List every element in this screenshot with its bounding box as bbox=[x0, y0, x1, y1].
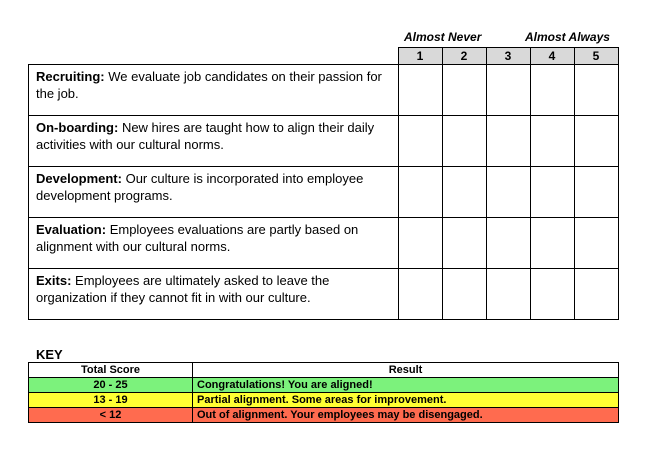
rating-cell-1[interactable] bbox=[398, 167, 442, 218]
rating-number-1: 1 bbox=[398, 48, 442, 65]
question-body: Employees evaluations are partly based on alignment with our cultural norms. bbox=[36, 222, 359, 254]
question-text bbox=[29, 218, 399, 269]
key-score: 20 - 25 bbox=[29, 378, 193, 393]
key-row-partial bbox=[29, 393, 619, 408]
rating-cell-3[interactable] bbox=[486, 65, 530, 116]
key-col-score: Total Score bbox=[29, 363, 193, 378]
rating-cell-2[interactable] bbox=[442, 116, 486, 167]
rating-cell-3[interactable] bbox=[486, 218, 530, 269]
question-body: Our culture is incorporated into employee development programs. bbox=[36, 171, 364, 203]
key-row-out bbox=[29, 408, 619, 423]
question-text bbox=[29, 65, 399, 116]
rating-cell-2[interactable] bbox=[442, 167, 486, 218]
rating-cell-1[interactable] bbox=[398, 218, 442, 269]
rating-cell-5[interactable] bbox=[574, 218, 618, 269]
rating-cell-1[interactable] bbox=[398, 65, 442, 116]
rating-header-row bbox=[29, 48, 619, 65]
rating-cell-1[interactable] bbox=[398, 269, 442, 320]
rating-cell-2[interactable] bbox=[442, 65, 486, 116]
rating-cell-4[interactable] bbox=[530, 218, 574, 269]
rating-cell-3[interactable] bbox=[486, 269, 530, 320]
rating-number-2: 2 bbox=[442, 48, 486, 65]
question-body: New hires are taught how to align their daily activities with our cultural norms. bbox=[36, 120, 375, 152]
rating-number-4: 4 bbox=[530, 48, 574, 65]
question-row-recruiting bbox=[29, 65, 619, 116]
question-title: On-boarding: bbox=[36, 120, 119, 135]
key-heading: KEY bbox=[36, 347, 63, 362]
rating-cell-3[interactable] bbox=[486, 167, 530, 218]
rating-cell-5[interactable] bbox=[574, 116, 618, 167]
rating-cell-4[interactable] bbox=[530, 65, 574, 116]
question-row-onboarding bbox=[29, 116, 619, 167]
question-text bbox=[29, 269, 399, 320]
question-title: Exits: bbox=[36, 273, 72, 288]
rating-number-3: 3 bbox=[486, 48, 530, 65]
question-row-evaluation bbox=[29, 218, 619, 269]
survey-table bbox=[28, 47, 619, 320]
rating-cell-5[interactable] bbox=[574, 65, 618, 116]
key-result: Partial alignment. Some areas for improvement. bbox=[193, 393, 619, 408]
rating-cell-4[interactable] bbox=[530, 116, 574, 167]
key-score: < 12 bbox=[29, 408, 193, 423]
question-title: Evaluation: bbox=[36, 222, 107, 237]
key-result: Out of alignment. Your employees may be disengaged. bbox=[193, 408, 619, 423]
rating-cell-2[interactable] bbox=[442, 269, 486, 320]
rating-cell-4[interactable] bbox=[530, 269, 574, 320]
question-title: Development: bbox=[36, 171, 122, 186]
question-title: Recruiting: bbox=[36, 69, 105, 84]
question-row-development bbox=[29, 167, 619, 218]
question-body: Employees are ultimately asked to leave the organization if they cannot fit in with our culture. bbox=[36, 273, 330, 305]
rating-cell-1[interactable] bbox=[398, 116, 442, 167]
question-body: We evaluate job candidates on their passion for the job. bbox=[36, 69, 382, 101]
key-header-row bbox=[29, 363, 619, 378]
key-table bbox=[28, 362, 619, 423]
rating-cell-4[interactable] bbox=[530, 167, 574, 218]
rating-cell-5[interactable] bbox=[574, 269, 618, 320]
key-score: 13 - 19 bbox=[29, 393, 193, 408]
scale-low-label: Almost Never bbox=[404, 30, 482, 44]
key-col-result: Result bbox=[193, 363, 619, 378]
header-blank bbox=[29, 48, 399, 65]
scale-high-label: Almost Always bbox=[525, 30, 610, 44]
rating-cell-2[interactable] bbox=[442, 218, 486, 269]
rating-number-5: 5 bbox=[574, 48, 618, 65]
key-result: Congratulations! You are aligned! bbox=[193, 378, 619, 393]
question-row-exits bbox=[29, 269, 619, 320]
question-text bbox=[29, 116, 399, 167]
rating-scale-labels bbox=[0, 30, 654, 46]
rating-cell-5[interactable] bbox=[574, 167, 618, 218]
key-row-aligned bbox=[29, 378, 619, 393]
question-text bbox=[29, 167, 399, 218]
rating-cell-3[interactable] bbox=[486, 116, 530, 167]
